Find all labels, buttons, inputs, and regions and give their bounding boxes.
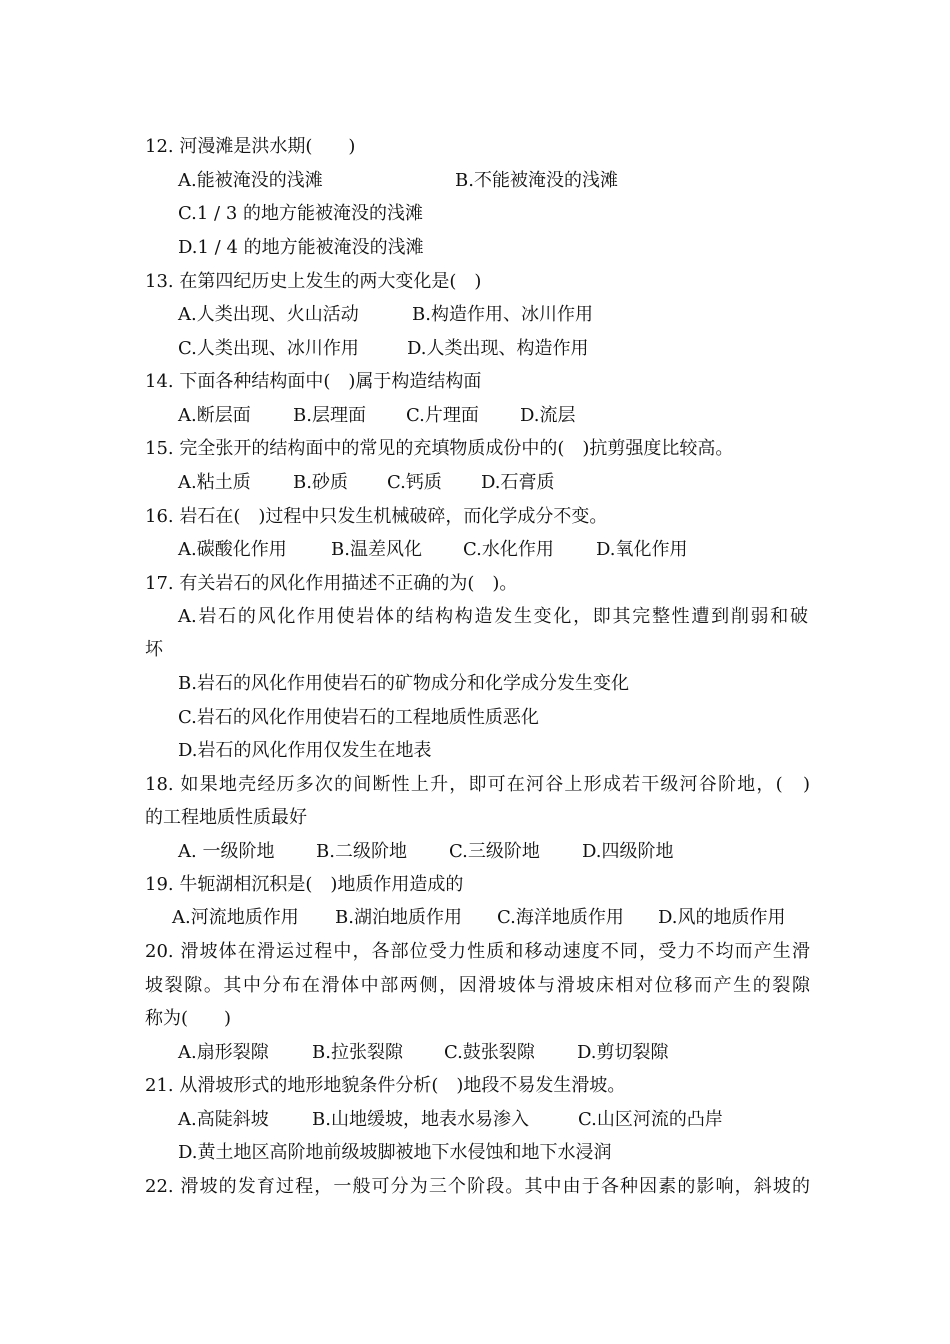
option-a: A.粘土质: [178, 472, 251, 493]
option-a: A.碳酸化作用: [178, 539, 287, 560]
option-c: C.1 / 3 的地方能被淹没的浅滩: [178, 203, 423, 224]
option-a: A.人类出现、火山活动: [178, 304, 359, 325]
option-c: C.人类出现、冰川作用: [178, 338, 359, 359]
option-a: A.断层面: [178, 405, 251, 426]
option-b: B.二级阶地: [316, 841, 407, 862]
question-15-stem: 15. 完全张开的结构面中的常见的充填物质成份中的( )抗剪强度比较高。: [145, 438, 734, 459]
option-c: C.岩石的风化作用使岩石的工程地质性质恶化: [178, 707, 539, 728]
option-d: D.氧化作用: [596, 539, 688, 560]
option-a-continued: 坏: [145, 639, 163, 660]
question-21-stem: 21. 从滑坡形式的地形地貌条件分析( )地段不易发生滑坡。: [145, 1075, 626, 1096]
question-22-stem: 22. 滑坡的发育过程，一般可分为三个阶段。其中由于各种因素的影响，斜坡的: [145, 1176, 810, 1197]
question-13-stem: 13. 在第四纪历史上发生的两大变化是( ): [145, 271, 482, 292]
question-20-stem-line-3: 称为( ): [145, 1008, 232, 1029]
option-b: B.构造作用、冰川作用: [412, 304, 593, 325]
option-c: C.钙质: [387, 472, 442, 493]
question-16-stem: 16. 岩石在( )过程中只发生机械破碎，而化学成分不变。: [145, 506, 608, 527]
option-a: A.河流地质作用: [172, 907, 299, 928]
option-d: D.流层: [520, 405, 576, 426]
question-20-stem-line-2: 坡裂隙。其中分布在滑体中部两侧，因滑坡体与滑坡床相对位移而产生的裂隙: [145, 975, 810, 996]
option-c: C.山区河流的凸岸: [578, 1109, 723, 1130]
option-d: D.四级阶地: [582, 841, 674, 862]
question-17-stem: 17. 有关岩石的风化作用描述不正确的为( )。: [145, 573, 518, 594]
option-a: A.高陡斜坡: [178, 1109, 269, 1130]
option-d: D.剪切裂隙: [577, 1042, 669, 1063]
question-18-stem-line-2: 的工程地质性质最好: [145, 807, 307, 828]
question-20-stem-line-1: 20. 滑坡体在滑运过程中，各部位受力性质和移动速度不同，受力不均而产生滑: [145, 941, 810, 962]
option-d: D.人类出现、构造作用: [407, 338, 589, 359]
option-a: A.岩石的风化作用使岩体的结构构造发生变化，即其完整性遭到削弱和破: [178, 606, 808, 627]
option-d: D.黄土地区高阶地前级坡脚被地下水侵蚀和地下水浸润: [178, 1142, 612, 1163]
option-c: C.鼓张裂隙: [444, 1042, 535, 1063]
question-14-stem: 14. 下面各种结构面中( )属于构造结构面: [145, 371, 482, 392]
question-19-stem: 19. 牛轭湖相沉积是( )地质作用造成的: [145, 874, 464, 895]
option-b: B.山地缓坡，地表水易渗入: [312, 1109, 529, 1130]
option-b: B.温差风化: [331, 539, 422, 560]
option-b: B.湖泊地质作用: [335, 907, 462, 928]
question-12-stem: 12. 河漫滩是洪水期( ): [145, 136, 356, 157]
option-c: C.水化作用: [463, 539, 554, 560]
option-b: B.层理面: [293, 405, 366, 426]
option-a: A.能被淹没的浅滩: [178, 170, 323, 191]
option-c: C.三级阶地: [449, 841, 540, 862]
option-a: A.扇形裂隙: [178, 1042, 269, 1063]
option-c: C.海洋地质作用: [497, 907, 624, 928]
question-18-stem-line-1: 18. 如果地壳经历多次的间断性上升，即可在河谷上形成若干级河谷阶地，( ): [145, 774, 810, 795]
option-c: C.片理面: [406, 405, 479, 426]
option-d: D.岩石的风化作用仅发生在地表: [178, 740, 432, 761]
option-b: B.岩石的风化作用使岩石的矿物成分和化学成分发生变化: [178, 673, 629, 694]
option-d: D.风的地质作用: [658, 907, 786, 928]
option-a: A. 一级阶地: [178, 841, 275, 862]
option-b: B.不能被淹没的浅滩: [455, 170, 618, 191]
option-b: B.拉张裂隙: [312, 1042, 403, 1063]
option-d: D.石膏质: [481, 472, 555, 493]
option-b: B.砂质: [293, 472, 348, 493]
option-d: D.1 / 4 的地方能被淹没的浅滩: [178, 237, 424, 258]
